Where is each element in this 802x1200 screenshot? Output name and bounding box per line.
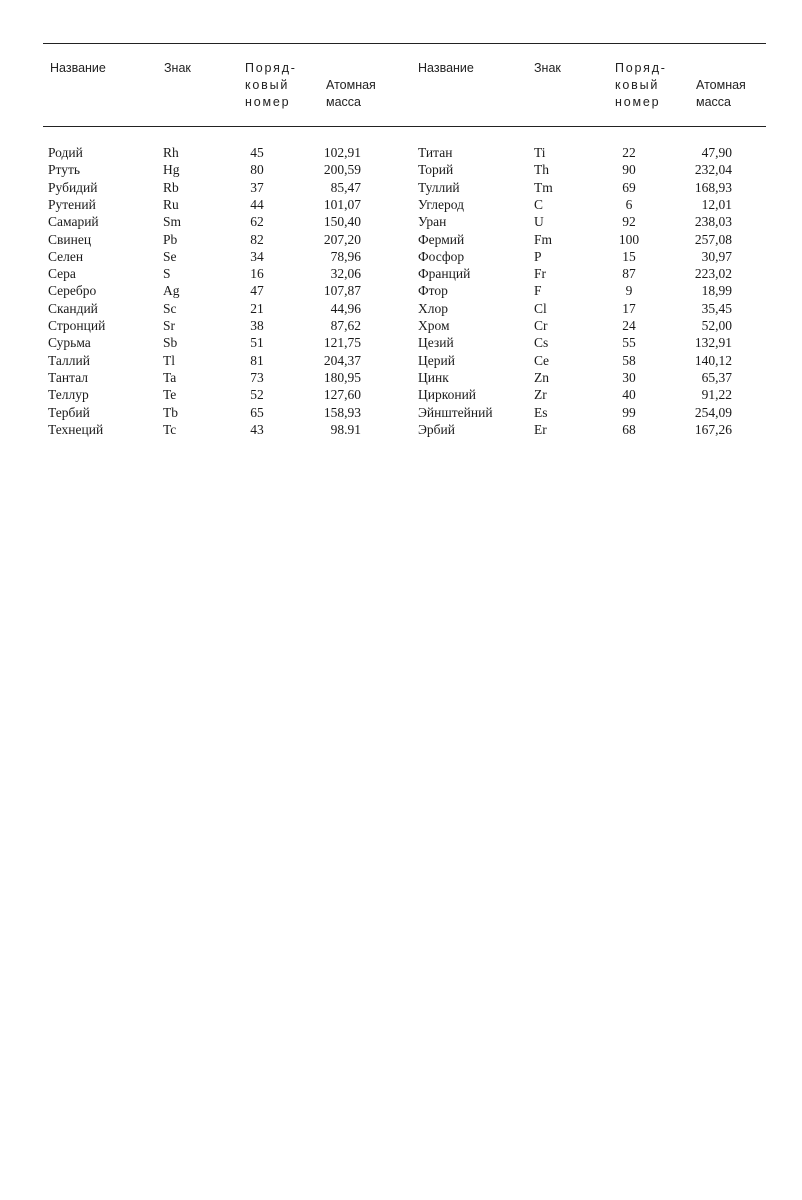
element-number: 81 [250, 352, 264, 368]
element-name: Таллий [48, 352, 90, 368]
element-name: Углерод [418, 196, 464, 212]
element-mass: 91,22 [701, 387, 732, 403]
element-mass: 167,26 [694, 421, 732, 437]
element-symbol: Th [534, 162, 549, 178]
element-symbol: U [534, 214, 544, 230]
element-symbol: Sc [163, 300, 177, 316]
element-mass: 150,40 [323, 214, 361, 230]
element-number: 55 [622, 335, 636, 351]
header-mass-left: Атомная масса [326, 78, 376, 109]
element-number: 22 [622, 145, 636, 160]
element-name: Титан [418, 145, 453, 160]
element-number: 44 [250, 196, 264, 212]
element-mass: 102,91 [323, 145, 361, 160]
element-symbol: Ru [163, 196, 179, 212]
element-symbol: F [534, 283, 542, 299]
element-name: Технеций [48, 421, 104, 437]
element-mass: 180,95 [323, 369, 361, 385]
element-number: 9 [625, 283, 633, 299]
element-number: 47 [250, 283, 264, 299]
header-symbol-right: Знак [534, 61, 561, 75]
element-name: Стронций [48, 318, 106, 333]
element-mass: 101,07 [323, 196, 361, 212]
element-number: 34 [250, 248, 264, 264]
element-symbol: Rb [163, 179, 179, 195]
element-name: Рубидий [48, 179, 98, 195]
element-mass: 98.91 [330, 421, 361, 437]
element-number: 87 [622, 266, 636, 282]
element-mass: 168,93 [694, 179, 732, 195]
element-mass: 132,91 [694, 335, 732, 351]
element-name: Хлор [418, 300, 448, 316]
element-symbol: Sr [163, 318, 176, 333]
element-name: Эрбий [418, 421, 455, 437]
element-symbol: Rh [163, 145, 179, 160]
element-name: Теллур [48, 387, 89, 403]
element-symbol: Er [534, 421, 547, 437]
element-name: Торий [418, 162, 454, 178]
element-mass: 65,37 [701, 369, 732, 385]
element-name: Церий [418, 352, 455, 368]
element-name: Цезий [418, 335, 454, 351]
element-mass: 207,20 [323, 231, 361, 247]
element-symbol: Zr [534, 387, 547, 403]
element-number: 30 [622, 369, 636, 385]
element-name: Селен [48, 248, 84, 264]
element-number: 82 [250, 231, 264, 247]
element-mass: 158,93 [323, 404, 361, 420]
element-name: Эйнштейний [418, 404, 493, 420]
element-number: 58 [622, 352, 636, 368]
element-mass: 35,45 [701, 300, 732, 316]
element-name: Уран [418, 214, 447, 230]
element-symbol: Zn [534, 369, 549, 385]
element-name: Фермий [418, 231, 465, 247]
element-number: 92 [622, 214, 636, 230]
element-number: 17 [622, 300, 636, 316]
element-name: Фтор [418, 283, 448, 299]
element-number: 51 [250, 335, 264, 351]
element-mass: 18,99 [701, 283, 732, 299]
element-symbol: Tl [163, 352, 175, 368]
element-mass: 140,12 [694, 352, 732, 368]
element-mass: 52,00 [701, 318, 732, 333]
element-name: Тербий [48, 404, 90, 420]
element-symbol: Fm [534, 231, 553, 247]
element-name: Тантал [48, 369, 89, 385]
header-number-right: Поряд- ковый номер [615, 61, 667, 109]
element-symbol: C [534, 196, 544, 212]
element-name: Самарий [48, 214, 99, 230]
element-symbol: Sb [163, 335, 178, 351]
element-name: Родий [48, 145, 83, 160]
table-top-rule [43, 43, 766, 44]
element-number: 37 [250, 179, 264, 195]
element-number: 43 [250, 421, 264, 437]
element-symbol: Cl [534, 300, 547, 316]
element-name: Рутений [48, 196, 96, 212]
element-mass: 204,37 [323, 352, 361, 368]
element-number: 24 [622, 318, 636, 333]
element-number: 65 [250, 404, 264, 420]
element-symbol: Te [163, 387, 177, 403]
header-symbol-left: Знак [164, 61, 191, 75]
element-mass: 127,60 [323, 387, 361, 403]
element-mass: 257,08 [694, 231, 732, 247]
element-mass: 200,59 [323, 162, 361, 178]
element-name: Свинец [48, 231, 92, 247]
element-mass: 44,96 [330, 300, 361, 316]
element-mass: 107,87 [323, 283, 361, 299]
element-name: Фосфор [418, 248, 465, 264]
element-symbol: Tb [163, 404, 178, 420]
element-number: 62 [250, 214, 264, 230]
element-mass: 12,01 [701, 196, 732, 212]
element-symbol: Hg [163, 162, 180, 178]
element-number: 100 [618, 231, 640, 247]
element-symbol: Ag [163, 283, 180, 299]
element-symbol: Pb [163, 231, 178, 247]
element-number: 99 [622, 404, 636, 420]
header-name-right: Название [418, 61, 474, 75]
element-name: Франций [418, 266, 471, 282]
element-symbol: P [534, 248, 542, 264]
element-name: Сурьма [48, 335, 91, 351]
element-mass: 238,03 [694, 214, 732, 230]
element-mass: 232,04 [694, 162, 732, 178]
element-number: 68 [622, 421, 636, 437]
element-name: Туллий [418, 179, 460, 195]
element-mass: 85,47 [330, 179, 361, 195]
element-name: Цинк [418, 369, 449, 385]
header-name-left: Название [50, 61, 106, 75]
header-number-left: Поряд- ковый номер [245, 61, 297, 109]
element-mass: 47,90 [701, 145, 732, 160]
element-symbol: Ti [534, 145, 546, 160]
element-name: Цирконий [418, 387, 477, 403]
element-number: 38 [250, 318, 264, 333]
element-number: 16 [250, 266, 264, 282]
element-number: 40 [622, 387, 636, 403]
element-number: 73 [250, 369, 264, 385]
element-symbol: Tm [534, 179, 553, 195]
element-number: 6 [625, 196, 633, 212]
element-symbol: S [163, 266, 171, 282]
element-symbol: Cs [534, 335, 549, 351]
element-name: Сера [48, 266, 76, 282]
element-number: 52 [250, 387, 264, 403]
element-mass: 121,75 [323, 335, 361, 351]
element-symbol: Ce [534, 352, 549, 368]
element-name: Хром [418, 318, 450, 333]
header-mass-right: Атомная масса [696, 78, 746, 109]
element-symbol: Es [534, 404, 548, 420]
element-number: 90 [622, 162, 636, 178]
element-name: Серебро [48, 283, 97, 299]
element-name: Ртуть [48, 162, 81, 178]
element-number: 69 [622, 179, 636, 195]
element-number: 21 [250, 300, 264, 316]
element-mass: 254,09 [694, 404, 732, 420]
table-header-rule [43, 126, 766, 127]
element-number: 45 [250, 145, 264, 160]
element-mass: 30,97 [701, 248, 732, 264]
element-name: Скандий [48, 300, 98, 316]
element-mass: 32,06 [330, 266, 361, 282]
element-number: 15 [622, 248, 636, 264]
element-mass: 87,62 [330, 318, 361, 333]
element-mass: 223,02 [694, 266, 732, 282]
element-mass: 78,96 [330, 248, 361, 264]
element-symbol: Cr [534, 318, 548, 333]
element-symbol: Ta [163, 369, 177, 385]
element-symbol: Se [163, 248, 177, 264]
element-symbol: Tc [163, 421, 177, 437]
element-number: 80 [250, 162, 264, 178]
element-symbol: Fr [534, 266, 547, 282]
element-symbol: Sm [163, 214, 182, 230]
